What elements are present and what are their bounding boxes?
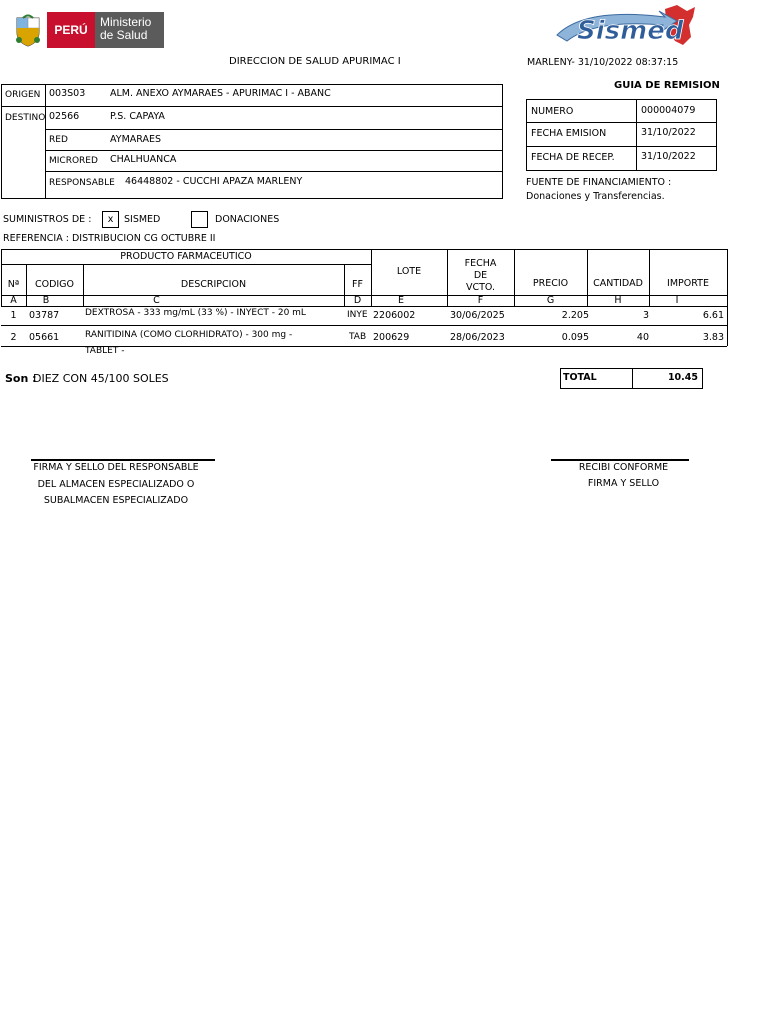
origen-name: ALM. ANEXO AYMARAES - APURIMAC I - ABANC bbox=[110, 88, 331, 99]
suministros-label: SUMINISTROS DE : bbox=[3, 214, 92, 225]
signature-left-line2: DEL ALMACEN ESPECIALIZADO O bbox=[37, 479, 195, 490]
fecha-emision-label: FECHA EMISION bbox=[531, 128, 607, 139]
row-cantidad: 3 bbox=[642, 310, 649, 321]
col-letter: E bbox=[397, 295, 404, 306]
ministerio-label: Ministerio de Salud bbox=[95, 12, 164, 48]
fecha-recepcion-label: FECHA DE RECEP. bbox=[531, 152, 615, 163]
row-fecha: 30/06/2025 bbox=[450, 310, 505, 321]
total-value: 10.45 bbox=[667, 372, 698, 383]
row-num: 2 bbox=[10, 332, 17, 343]
fuente-label: FUENTE DE FINANCIAMIENTO : bbox=[526, 177, 672, 188]
col-header-codigo: CODIGO bbox=[34, 279, 75, 290]
origen-code: 003S03 bbox=[49, 88, 86, 99]
row-descripcion: DEXTROSA - 333 mg/mL (33 %) - INYECT - 20 mL bbox=[85, 308, 306, 318]
col-header-fecha-line3: VCTO. bbox=[465, 282, 496, 293]
row-precio: 0.095 bbox=[561, 332, 589, 343]
donaciones-option-label: DONACIONES bbox=[215, 214, 280, 225]
responsable-value: 46448802 - CUCCHI APAZA MARLENY bbox=[125, 176, 303, 187]
col-header-cantidad: CANTIDAD bbox=[593, 278, 643, 289]
signature-left-line3: SUBALMACEN ESPECIALIZADO bbox=[43, 495, 189, 506]
user-timestamp: MARLENY- 31/10/2022 08:37:15 bbox=[527, 57, 679, 68]
col-letter: A bbox=[10, 295, 17, 306]
sismed-option-label: SISMED bbox=[124, 214, 161, 225]
signature-right-line1: RECIBI CONFORME bbox=[578, 462, 669, 473]
signature-line bbox=[31, 459, 215, 461]
microred-label: MICRORED bbox=[49, 156, 98, 166]
fuente-value: Donaciones y Transferencias. bbox=[526, 191, 665, 202]
row-ff: INYE bbox=[347, 310, 368, 320]
col-header-descripcion: DESCRIPCION bbox=[180, 279, 247, 290]
col-letter: D bbox=[353, 295, 362, 306]
producto-group-header: PRODUCTO FARMACEUTICO bbox=[120, 251, 252, 262]
signature-line bbox=[551, 459, 689, 461]
total-label: TOTAL bbox=[563, 372, 597, 383]
row-importe: 6.61 bbox=[702, 310, 724, 321]
col-header-ff: FF bbox=[352, 279, 363, 290]
document-title: GUIA DE REMISION bbox=[614, 80, 720, 91]
row-lote: 2206002 bbox=[373, 310, 416, 321]
red-value: AYMARAES bbox=[110, 134, 162, 145]
peru-label: PERÚ bbox=[47, 12, 95, 48]
row-codigo: 05661 bbox=[29, 332, 60, 343]
col-header-precio: PRECIO bbox=[532, 278, 569, 289]
col-letter: F bbox=[477, 295, 484, 306]
col-letter: B bbox=[42, 295, 50, 306]
fecha-recepcion-value: 31/10/2022 bbox=[641, 151, 696, 162]
numero-value: 000004079 bbox=[641, 105, 696, 116]
col-letter: H bbox=[614, 295, 622, 306]
sismed-checkbox[interactable]: x bbox=[102, 211, 119, 228]
row-fecha: 28/06/2023 bbox=[450, 332, 505, 343]
row-codigo: 03787 bbox=[29, 310, 60, 321]
col-letter: G bbox=[546, 295, 555, 306]
microred-value: CHALHUANCA bbox=[110, 154, 177, 165]
referencia: REFERENCIA : DISTRIBUCION CG OCTUBRE II bbox=[3, 233, 216, 244]
col-header-num: Nª bbox=[7, 279, 20, 290]
row-lote: 200629 bbox=[373, 332, 410, 343]
signature-right-line2: FIRMA Y SELLO bbox=[587, 478, 660, 489]
col-header-fecha-line1: FECHA bbox=[464, 258, 497, 269]
son-value: DIEZ CON 45/100 SOLES bbox=[33, 372, 169, 385]
col-letter: C bbox=[153, 295, 160, 306]
numero-label: NUMERO bbox=[531, 106, 574, 117]
row-descripcion: RANITIDINA (COMO CLORHIDRATO) - 300 mg - bbox=[85, 330, 293, 340]
row-descripcion-cont: TABLET - bbox=[85, 346, 125, 356]
red-label: RED bbox=[49, 135, 68, 145]
col-letter: I bbox=[675, 295, 679, 306]
row-cantidad: 40 bbox=[636, 332, 649, 343]
peru-coat-of-arms-icon bbox=[13, 12, 43, 48]
responsable-label: RESPONSABLE bbox=[49, 178, 115, 188]
son-label: Son : bbox=[5, 372, 37, 385]
sismed-logo bbox=[555, 3, 697, 51]
svg-text:Sismed: Sismed bbox=[577, 16, 684, 46]
origen-label: ORIGEN bbox=[5, 90, 41, 100]
col-header-lote: LOTE bbox=[396, 266, 422, 277]
row-precio: 2.205 bbox=[561, 310, 589, 321]
signature-left-line1: FIRMA Y SELLO DEL RESPONSABLE bbox=[33, 462, 199, 473]
col-header-fecha-line2: DE bbox=[473, 270, 488, 281]
direccion-title: DIRECCION DE SALUD APURIMAC I bbox=[229, 56, 401, 67]
row-ff: TAB bbox=[349, 332, 367, 342]
fecha-emision-value: 31/10/2022 bbox=[641, 127, 696, 138]
destino-name: P.S. CAPAYA bbox=[110, 111, 165, 122]
ministerio-salud-logo bbox=[13, 12, 164, 48]
row-num: 1 bbox=[10, 310, 17, 321]
row-importe: 3.83 bbox=[702, 332, 724, 343]
donaciones-checkbox[interactable] bbox=[191, 211, 208, 228]
destino-label: DESTINO bbox=[5, 113, 46, 123]
col-header-importe: IMPORTE bbox=[667, 278, 709, 289]
destino-code: 02566 bbox=[49, 111, 80, 122]
